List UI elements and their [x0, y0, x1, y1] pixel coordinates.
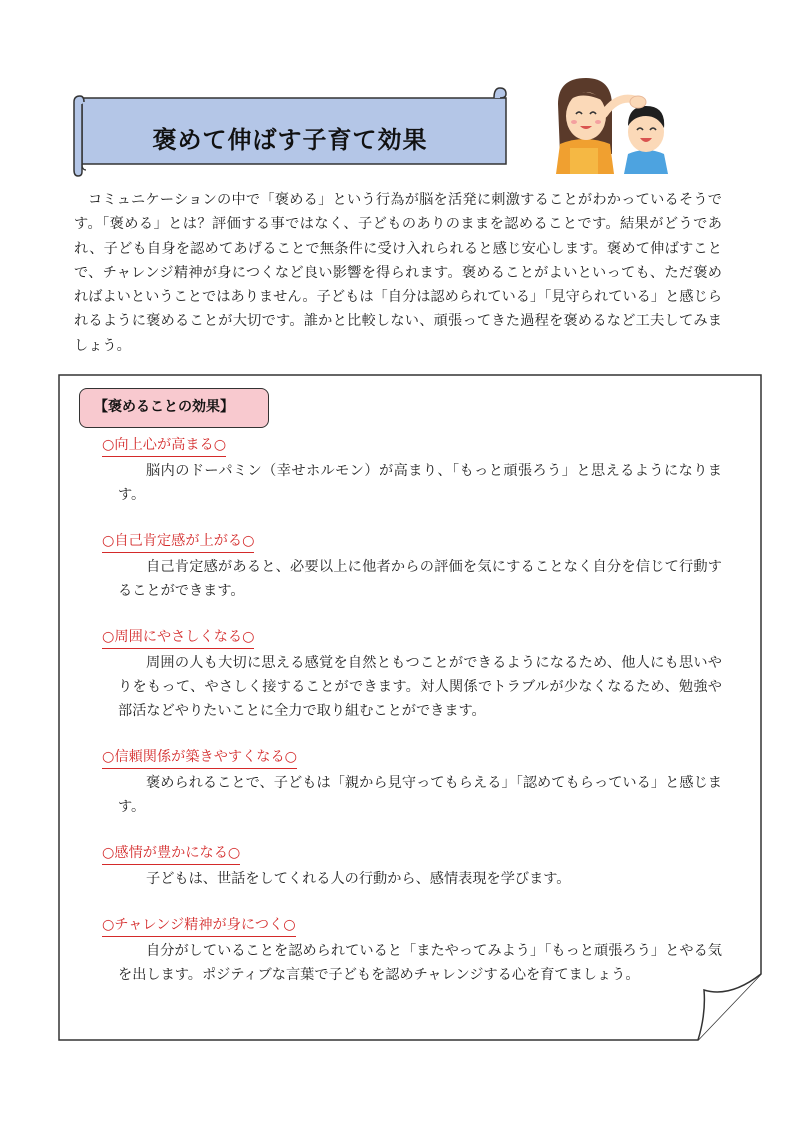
effect-body: 褒められることで、子どもは「親から見守ってもらえる」「認めてもらっている」と感じます。: [118, 775, 722, 816]
effect-body: 自己肯定感があると、必要以上に他者からの評価を気にすることなく自分を信じて行動することができます。: [118, 559, 722, 600]
mother-child-illustration: [548, 74, 678, 174]
effect-heading: ○チャレンジ精神が身につく○: [102, 914, 296, 937]
effect-heading: ○周囲にやさしくなる○: [102, 626, 254, 649]
effect-heading: ○感情が豊かになる○: [102, 842, 240, 865]
effect-heading: ○自己肯定感が上がる○: [102, 530, 254, 553]
effect-body: 自分がしていることを認められていると「またやってみよう」「もっと頑張ろう」とやる気を出します。ポジティブな言葉で子どもを認めチャレンジする心を育てましょう。: [118, 943, 722, 984]
title-banner: [70, 86, 510, 178]
mother-patting-child-head-icon: [548, 74, 678, 174]
effect-item: [102, 626, 722, 724]
effects-label: 【褒めることの効果】: [79, 388, 269, 428]
effects-box: [58, 374, 762, 1042]
page-title: 褒めて伸ばす子育て効果: [152, 126, 428, 154]
effect-heading: ○信頼関係が築きやすくなる○: [102, 746, 297, 769]
intro-paragraph: コミュニケーションの中で「褒める」という行為が脳を活発に刺激することがわかっているそうです。「褒める」とは？評価する事ではなく、子どものありのままを認めることです。結果がどうであれ、子ども自身を認めてあげることで無条件に受け入れられると感じ安心します。褒めて伸ばすことで、チャレンジ精神が身につくなど良い影響を得られます。褒めることがよいといっても、ただ褒めればよいということではありません。子どもは「自分は認められている」「見守られている」と感じられるように褒めることが大切です。誰かと比較しない、頑張ってきた過程を褒めるなど工夫してみましょう。: [74, 192, 722, 354]
effect-body: 周囲の人も大切に思える感覚を自然ともつことができるようになるため、他人にも思いやりをもって、やさしく接することができます。対人関係でトラブルが少なくなるため、勉強や部活などやりたいことに全力で取り組むことができます。: [118, 655, 722, 720]
effect-body: 子どもは、世話をしてくれる人の行動から、感情表現を学びます。: [146, 871, 571, 887]
effect-heading: ○向上心が高まる○: [102, 434, 226, 457]
effect-item: [102, 842, 722, 891]
effect-item: [102, 434, 722, 507]
effect-item: [102, 530, 722, 603]
effect-item: [102, 746, 722, 819]
effect-body: 脳内のドーパミン（幸せホルモン）が高まり、「もっと頑張ろう」と思えるようになります。: [118, 463, 722, 504]
effect-item: [102, 914, 722, 987]
